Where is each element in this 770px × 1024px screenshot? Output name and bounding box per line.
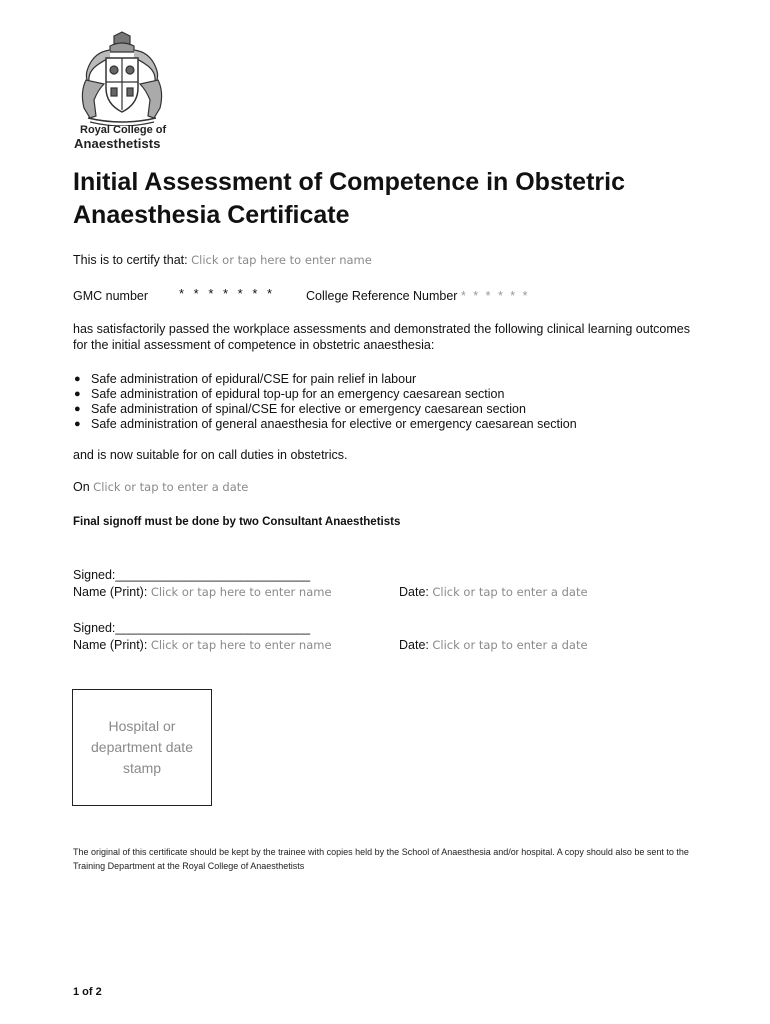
on-date-line — [73, 479, 248, 495]
page-title: Initial Assessment of Competence in Obstetric Anaesthesia Certificate — [73, 168, 625, 229]
name-print-label: Name (Print): — [73, 638, 148, 652]
name-print-line-2 — [73, 637, 332, 653]
learning-outcomes-list — [73, 372, 577, 432]
assessment-date-field[interactable]: Click or tap to enter a date — [93, 480, 249, 494]
on-label: On — [73, 480, 90, 494]
list-item: ● Safe administration of general anaesthesia for elective or emergency caesarean section — [74, 417, 577, 431]
logo-text-line1: Royal College of — [80, 124, 167, 136]
suitable-statement: and is now suitable for on call duties in obstetrics. — [73, 448, 348, 462]
certify-label: This is to certify that: — [73, 253, 188, 267]
date-line-2 — [399, 637, 588, 653]
signature-line-2[interactable]: Signed:____________________________ — [73, 621, 311, 635]
list-item: ● Safe administration of spinal/CSE for elective or emergency caesarean section — [74, 402, 526, 416]
name-print-label: Name (Print): — [73, 585, 148, 599]
date-label: Date: — [399, 638, 429, 652]
certify-line — [73, 252, 372, 268]
footnote: The original of this certificate should be kept by the trainee with copies held by the School of Anaesthesia and/or hospital. A copy should also be sent to the Training Department at the Royal College of Anaesthetists — [73, 847, 689, 871]
signature-date-field-1[interactable]: Click or tap to enter a date — [432, 585, 588, 599]
bullet-icon: ● — [74, 418, 81, 430]
signature-line-1[interactable]: Signed:____________________________ — [73, 568, 311, 582]
trainee-name-field[interactable]: Click or tap here to enter name — [191, 253, 372, 267]
college-reference-line — [306, 288, 530, 304]
list-item: ● Safe administration of epidural/CSE for pain relief in labour — [74, 372, 417, 386]
college-reference-label: College Reference Number — [306, 289, 458, 303]
passed-statement: has satisfactorily passed the workplace assessments and demonstrated the following clinical learning outcomes for the initial assessment of competence in obstetric anaesthesia: — [73, 322, 690, 352]
college-reference-value: * * * * * * — [460, 289, 530, 303]
bullet-icon: ● — [74, 388, 81, 400]
name-print-line-1 — [73, 584, 332, 600]
date-stamp-label: Hospital or department date stamp — [91, 718, 193, 776]
bullet-icon: ● — [74, 403, 81, 415]
signature-date-field-2[interactable]: Click or tap to enter a date — [432, 638, 588, 652]
consultant-name-field-1[interactable]: Click or tap here to enter name — [150, 585, 332, 599]
date-stamp-box — [72, 689, 212, 806]
list-item: ● Safe administration of epidural top-up for an emergency caesarean section — [74, 387, 505, 401]
date-line-1 — [399, 584, 588, 600]
signoff-note: Final signoff must be done by two Consultant Anaesthetists — [73, 516, 401, 528]
gmc-number-label: GMC number — [73, 289, 149, 303]
page-number: 1 of 2 — [73, 986, 102, 998]
logo-text-line2: Anaesthetists — [74, 136, 161, 151]
consultant-name-field-2[interactable]: Click or tap here to enter name — [150, 638, 332, 652]
date-label: Date: — [399, 585, 429, 599]
bullet-icon: ● — [74, 373, 81, 385]
gmc-number-value: * * * * * * * — [179, 286, 276, 301]
coat-of-arms-icon — [76, 30, 168, 126]
